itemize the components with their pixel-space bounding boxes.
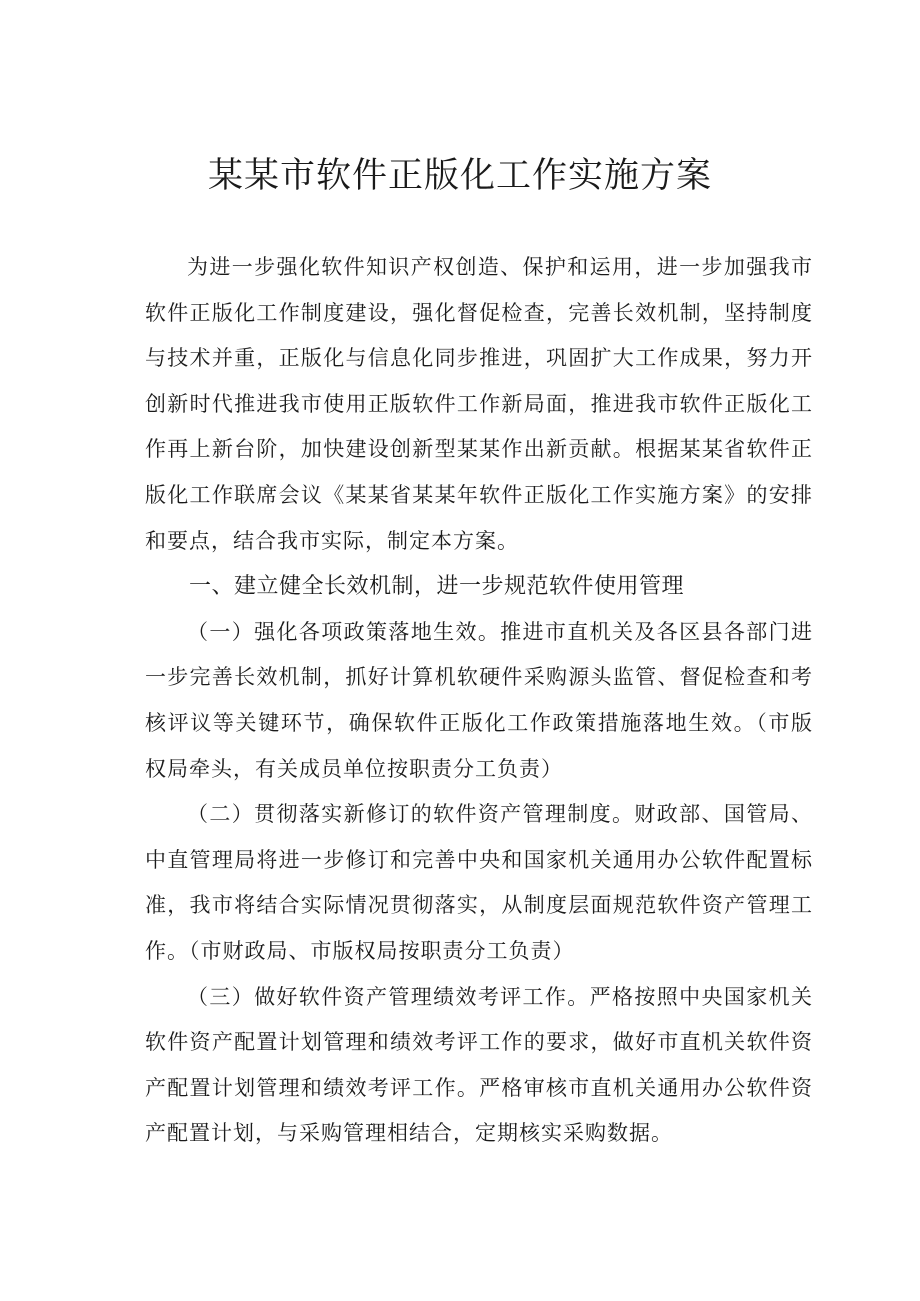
section-heading: 一、建立健全长效机制，进一步规范软件使用管理 <box>189 574 685 600</box>
document-body <box>145 245 813 1157</box>
intro-paragraph: 为进一步强化软件知识产权创造、保护和运用，进一步加强我市软件正版化工作制度建设，强化督促检查，完善长效机制，坚持制度与技术并重，正版化与信息化同步推进，巩固扩大工作成果，努力开创新时代推进我市使用正版软件工作新局面，推进我市软件正版化工作再上新台阶，加快建设创新型某某作出新贡献。根据某某省软件正版化工作联席会议《某某省某某年软件正版化工作实施方案》的安排和要点，结合我市实际，制定本方案。 <box>145 255 813 553</box>
document-title: 某某市软件正版化工作实施方案 <box>207 156 712 196</box>
section-item-2: （二）贯彻落实新修订的软件资产管理制度。财政部、国管局、中直管理局将进一步修订和完善中央和国家机关通用办公软件配置标准，我市将结合实际情况贯彻落实，从制度层面规范软件资产管理工作。（市财政局、市版权局按职责分工负责） <box>145 802 813 963</box>
section-item-3: （三）做好软件资产管理绩效考评工作。严格按照中央国家机关软件资产配置计划管理和绩效考评工作的要求，做好市直机关软件资产配置计划管理和绩效考评工作。严格审核市直机关通用办公软件资产配置计划，与采购管理相结合，定期核实采购数据。 <box>145 984 813 1146</box>
section-item-1: （一）强化各项政策落地生效。推进市直机关及各区县各部门进一步完善长效机制，抓好计算机软硬件采购源头监管、督促检查和考核评议等关键环节，确保软件正版化工作政策措施落地生效。（市版权局牵头，有关成员单位按职责分工负责） <box>145 619 813 781</box>
